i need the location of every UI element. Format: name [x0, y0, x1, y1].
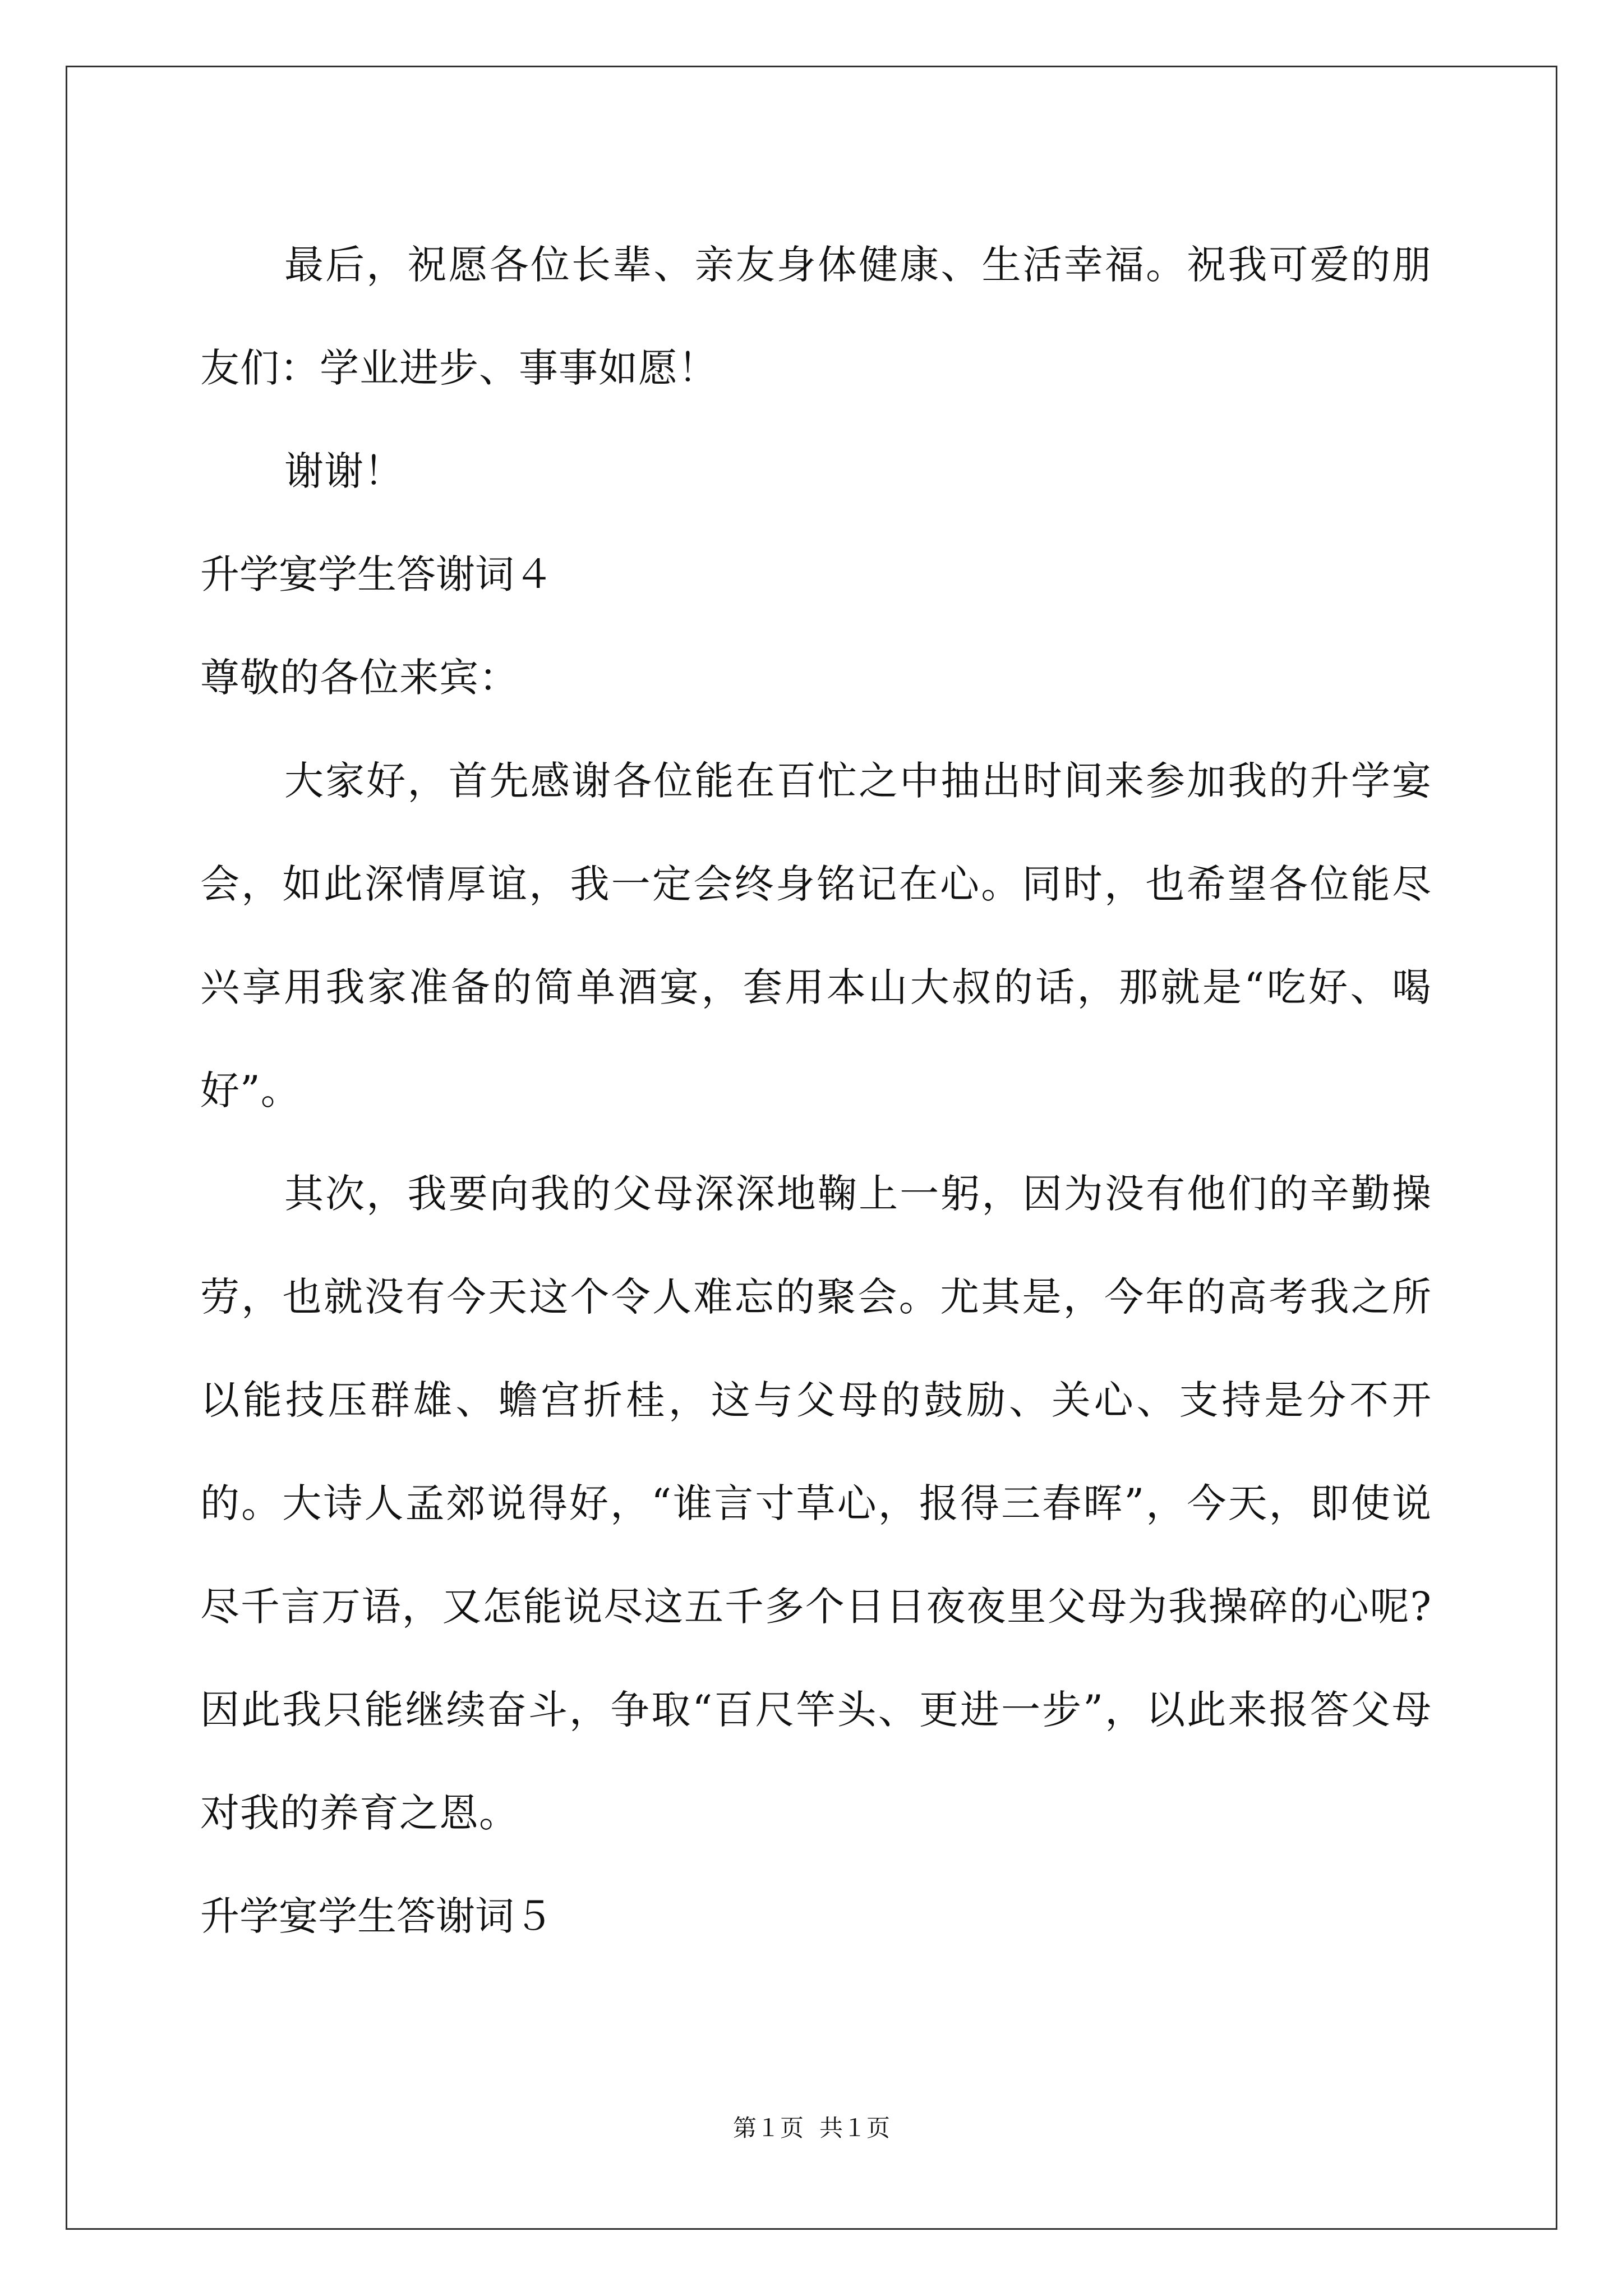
- thanks-paragraph: 谢谢！: [284, 448, 404, 494]
- page-number: 第１页: [732, 2114, 804, 2142]
- document-body: [200, 213, 1432, 1968]
- section-heading-5: 升学宴学生答谢词５: [200, 1893, 554, 1939]
- parents-thanks-paragraph: 其次，我要向我的父母深深地鞠上一躬，因为没有他们的辛勤操劳，也就没有今天这个令人难忘的聚会。尤其是，今年的高考我之所以能技压群雄、蟾宫折桂，这与父母的鼓励、关心、支持是分不开的。大诗人孟郊说得好，“谁言寸草心，报得三春晖”，今天，即使说尽千言万语，又怎能说尽这五千多个日日夜夜里父母为我操碎的心呢?因此我只能继续奋斗，争取“百尺竿头、更进一步”，以此来报答父母对我的养育之恩。: [200, 1171, 1432, 1836]
- section-heading-4: 升学宴学生答谢词４: [200, 551, 554, 597]
- page-footer: [0, 2113, 1623, 2144]
- page-total: 共１页: [819, 2114, 891, 2142]
- salutation-paragraph: 尊敬的各位来宾：: [200, 655, 519, 701]
- greeting-paragraph: 大家好，首先感谢各位能在百忙之中抽出时间来参加我的升学宴会，如此深情厚谊，我一定会终身铭记在心。同时，也希望各位能尽兴享用我家准备的简单酒宴，套用本山大叔的话，那就是“吃好、喝好”。: [200, 758, 1432, 1114]
- closing-wishes-paragraph: 最后，祝愿各位长辈、亲友身体健康、生活幸福。祝我可爱的朋友们：学业进步、事事如愿！: [200, 242, 1432, 391]
